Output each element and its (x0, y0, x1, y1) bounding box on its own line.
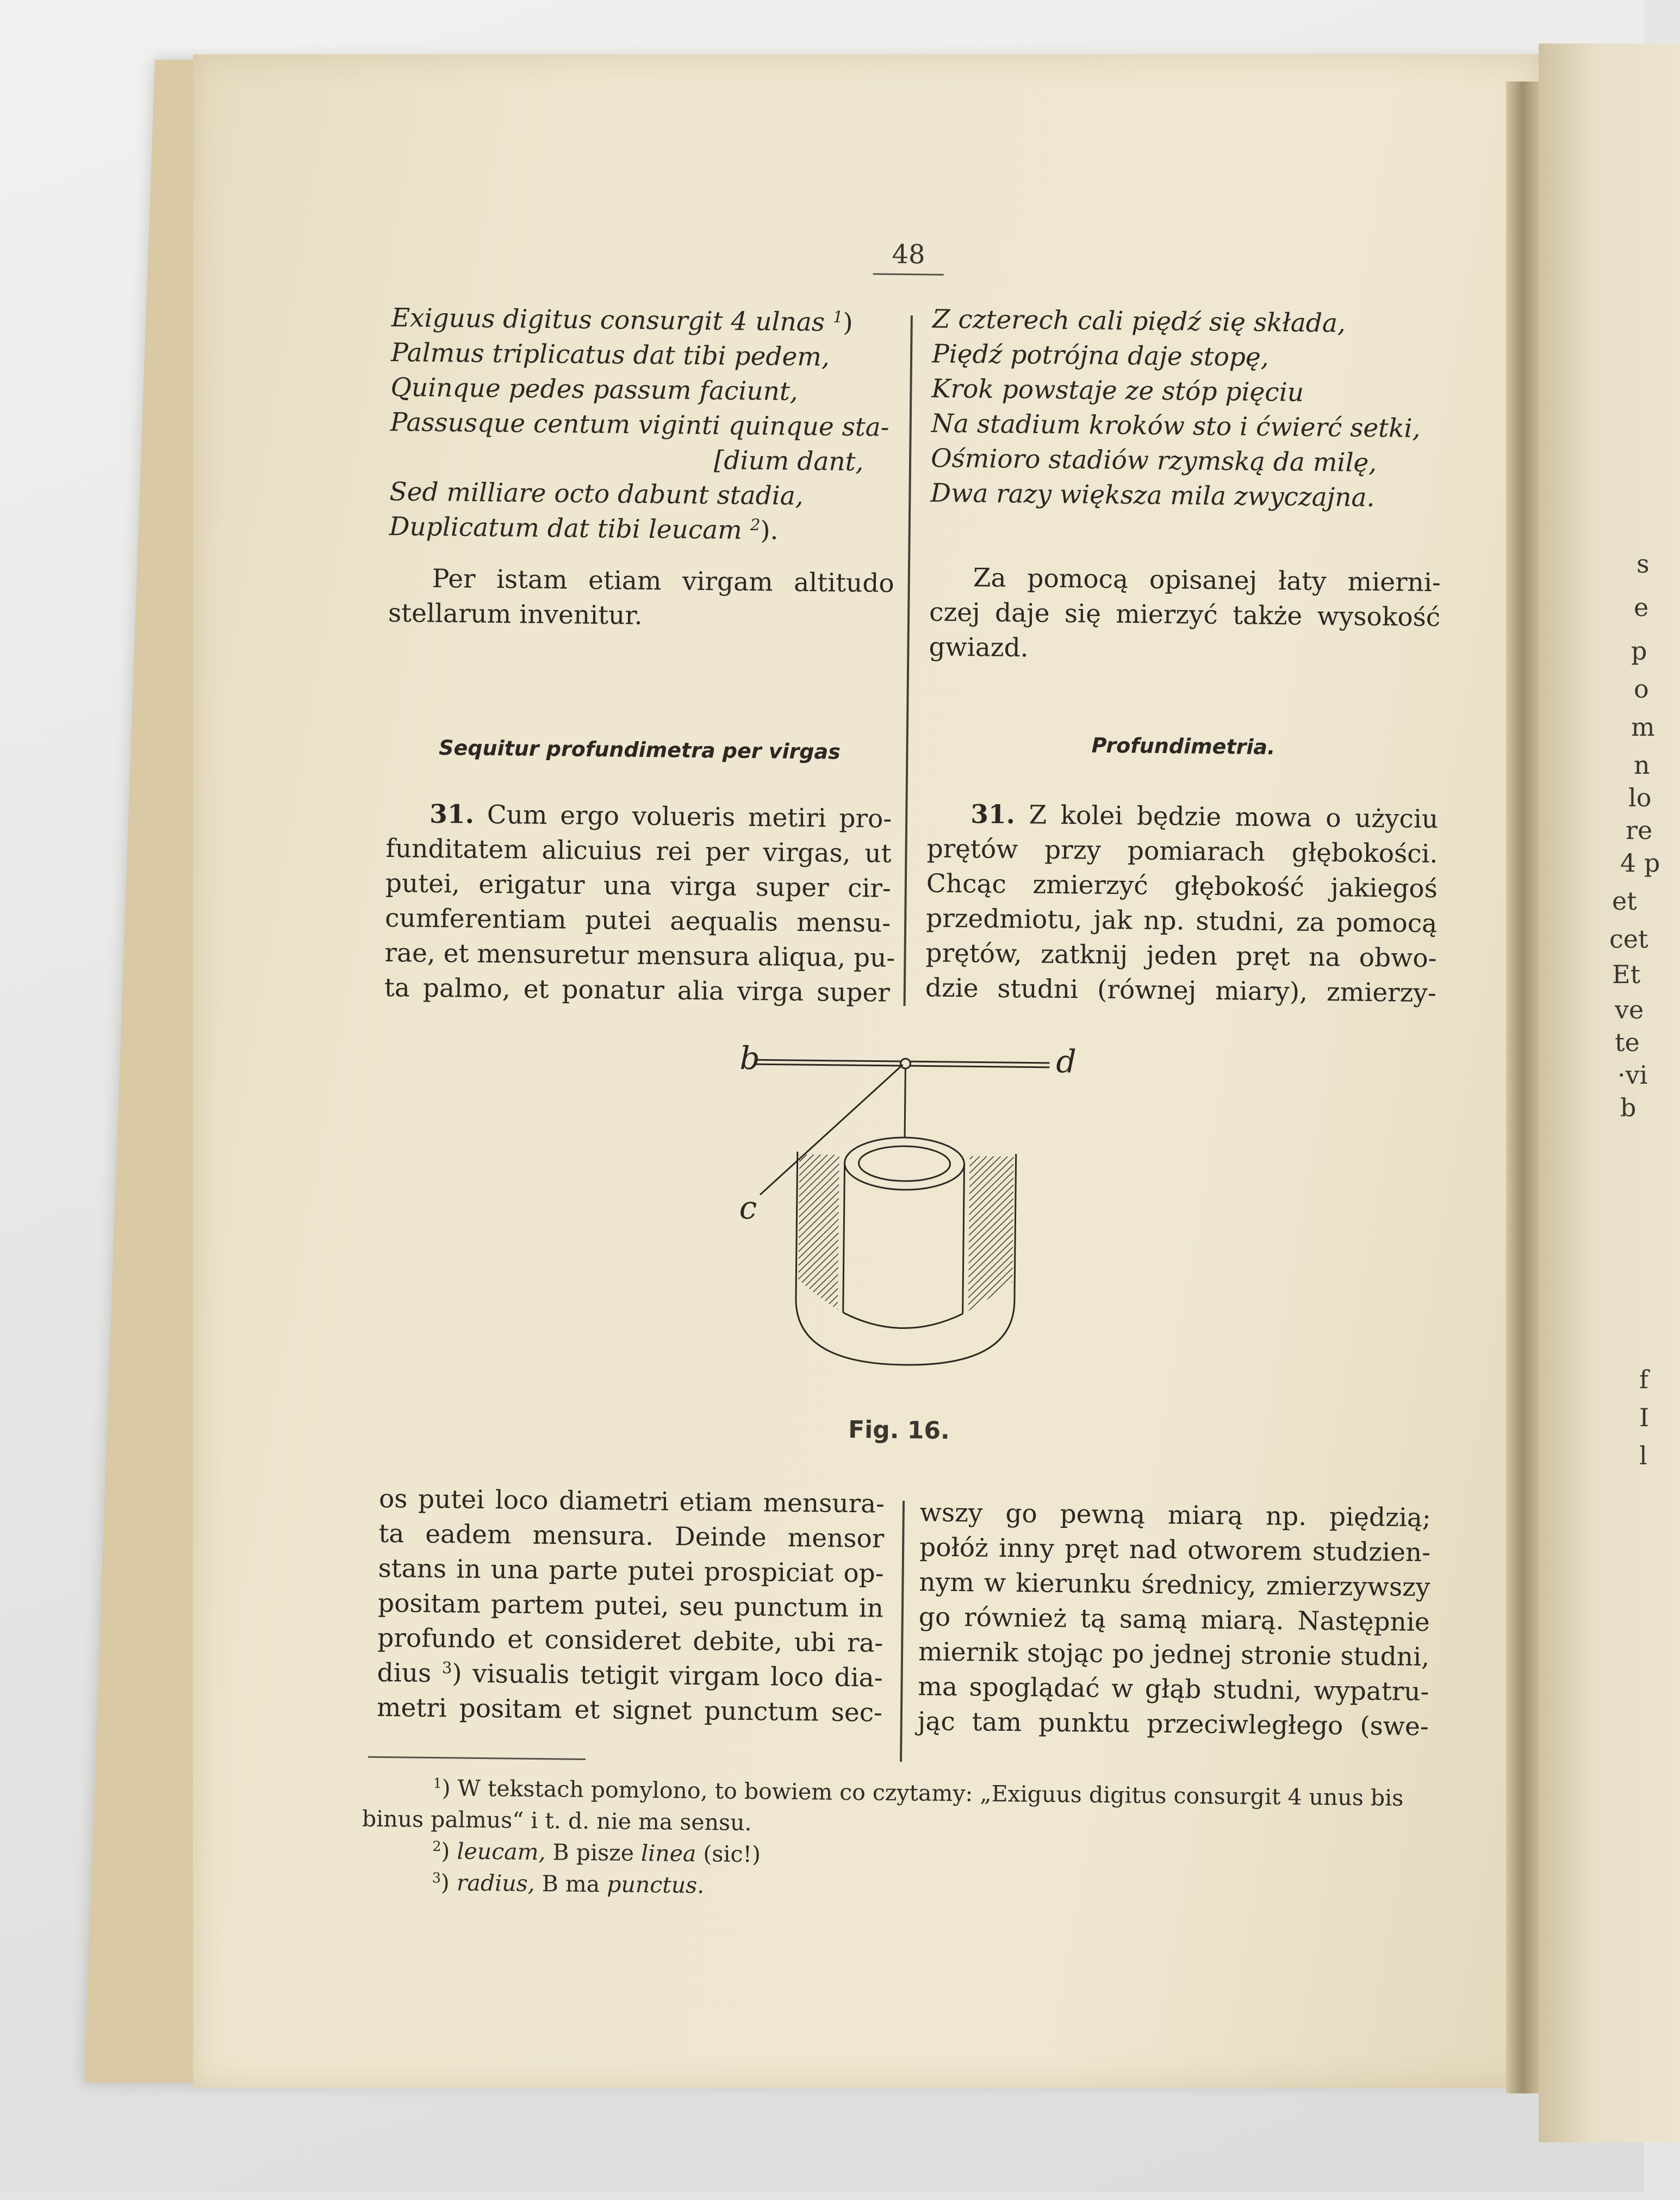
figure-16-well-diagram (720, 1037, 1093, 1394)
verse-line: Krok powstaje ze stóp pięciu (931, 374, 1304, 408)
facing-page-fragment: te (1615, 1028, 1640, 1057)
facing-page-fragment: e (1634, 593, 1649, 622)
section-number: 31. (429, 799, 475, 830)
footnotes (361, 1772, 1444, 1909)
prose-line: jąc tam punktu przeciwległego (swe- (917, 1706, 1429, 1742)
prose-line: czej daje się mierzyć także wysokość (929, 597, 1441, 633)
prose-line: dius $^3$) visualis tetigit virgam loco dia- (377, 1657, 883, 1693)
footnote-1: $^1$) W tekstach pomylono, to bowiem co czytamy: „Exiguus digitus consurgit 4 unus bis (433, 1775, 1404, 1811)
prose-line: Chcąc zmierzyć głębokość jakiegoś (926, 868, 1438, 904)
footnote-ref: 1 (832, 307, 843, 326)
facing-page-fragment: b (1620, 1093, 1637, 1122)
polish-section-heading: Profundimetria. (1091, 733, 1275, 760)
facing-page-fragment: l (1639, 1441, 1647, 1470)
latin-section-heading: Sequitur profundimetra per virgas (438, 736, 841, 764)
polish-continuation (917, 1495, 1431, 1744)
prose-line: ta palmo, et ponatur alia virga super (384, 973, 891, 1008)
facing-page-fragment: et (1612, 886, 1637, 916)
facing-page-fragment: n (1634, 750, 1650, 780)
prose-line: nym w kierunku średnicy, zmierzywszy (919, 1567, 1430, 1603)
facing-page-fragment: ·vi (1617, 1060, 1648, 1090)
facing-page-fragment: cet (1609, 924, 1648, 954)
polish-paragraph-stars (929, 560, 1441, 670)
column-divider-bottom (900, 1501, 905, 1762)
facing-page-fragment: re (1626, 816, 1653, 845)
well-diagram-svg (720, 1037, 1093, 1394)
page-number-rule (873, 273, 944, 275)
figure-caption: Fig. 16. (848, 1415, 950, 1445)
prose-line: połóż inny pręt nad otworem studzien- (919, 1532, 1431, 1568)
verse-line: Na stadium kroków sto i ćwierć setki, (931, 408, 1421, 444)
footnote-1-continued: binus palmus“ i t. d. nie ma sensu. (362, 1805, 752, 1836)
prose-line: miernik stojąc po jednej stronie studni, (918, 1637, 1430, 1673)
verse-line: Piędź potrójna daje stopę, (931, 339, 1270, 372)
prose-line: putei, erigatur una virga super cir- (385, 868, 892, 904)
prose-line: stellarum invenitur. (388, 598, 643, 631)
facing-page-fragment: s (1637, 549, 1650, 579)
pivot-point (900, 1059, 910, 1068)
prose-line: stans in una parte putei prospiciat op- (378, 1553, 884, 1589)
prose-line: Per istam etiam virgam altitudo (432, 563, 894, 599)
section-number: 31. (970, 799, 1016, 830)
polish-verse (930, 302, 1443, 516)
verse-line: Exiguus digitus consurgit 4 ulnas $^1$) (391, 303, 854, 338)
prose-line: rae, et mensuretur mensura aliqua, pu- (384, 938, 895, 973)
column-divider-top (904, 315, 913, 1006)
verse-line: [dium dant, (713, 445, 864, 477)
verse-line: Passusque centum viginti quinque sta- (390, 407, 889, 443)
prose-line: przedmiotu, jak np. studni, za pomocą (925, 903, 1438, 939)
latin-paragraph-stars (388, 561, 894, 636)
footnote-3: $^3$) radius, B ma punctus. (432, 1869, 705, 1899)
facing-page-fragment: o (1634, 674, 1649, 704)
facing-page-fragment: p (1631, 636, 1647, 666)
prose-line: 31. Cum ergo volueris metiri pro- (429, 799, 892, 834)
earth-hatching-right (968, 1156, 1014, 1312)
prose-line: go również tą samą miarą. Następnie (918, 1602, 1430, 1638)
prose-line: funditatem alicuius rei per virgas, ut (385, 834, 892, 869)
verse-line: Duplicatum dat tibi leucam $^2$). (389, 512, 779, 546)
prose-line: cumferentiam putei aequalis mensu- (384, 903, 891, 939)
prose-line: profundo et consideret debite, ubi ra- (377, 1623, 883, 1658)
prose-line: prętów przy pomiarach głębokości. (926, 834, 1438, 869)
prose-line: gwiazd. (929, 632, 1029, 663)
prose-line: positam partem putei, seu punctum in (377, 1588, 884, 1624)
prose-line: dzie studni (równej miary), zmierzy- (925, 973, 1437, 1009)
verse-line: Dwa razy większa mila zwyczajna. (930, 478, 1375, 513)
prose-line: 31. Z kolei będzie mowa o użyciu (970, 799, 1439, 835)
prose-line: ma spoglądać w głąb studni, wypatru- (918, 1671, 1429, 1707)
figure-label-c: c (739, 1189, 757, 1227)
figure-label-b: b (739, 1039, 761, 1077)
facing-page-fragment: 4 p (1620, 848, 1660, 878)
footnote-ref: 2 (750, 515, 761, 535)
prose-line: prętów, zatknij jeden pręt na obwo- (925, 938, 1437, 974)
verse-line: Sed milliare octo dabunt stadia, (389, 477, 804, 512)
figure-label-d: d (1056, 1042, 1077, 1080)
facing-page-fragment: f (1639, 1365, 1649, 1394)
verse-line: Z czterech cali piędź się składa, (932, 304, 1346, 339)
verse-line: Quinque pedes passum faciunt, (390, 372, 799, 407)
latin-section-31 (384, 797, 895, 1011)
polish-section-31 (925, 797, 1439, 1011)
footnote-ref: 3 (441, 1658, 452, 1677)
prose-line: wszy go pewną miarą np. piędzią; (919, 1497, 1432, 1533)
facing-page-fragment: I (1639, 1403, 1650, 1432)
facing-page-fragment: m (1631, 712, 1655, 742)
facing-page-fragment: Et (1612, 960, 1641, 989)
verse-line: Palmus triplicatus dat tibi pedem, (390, 338, 830, 372)
prose-line: metri positam et signet punctum sec- (376, 1692, 883, 1728)
well-cylinder (843, 1137, 965, 1329)
facing-page-fragment: lo (1628, 783, 1652, 812)
verse-line: Ośmioro stadiów rzymską da milę, (930, 443, 1377, 478)
prose-line: os putei loco diametri etiam mensura- (378, 1483, 885, 1519)
latin-verse (389, 301, 897, 550)
latin-continuation (377, 1482, 885, 1731)
footnote-rule (368, 1756, 586, 1760)
facing-page-fragment: ve (1615, 995, 1644, 1024)
page-number: 48 (892, 239, 925, 270)
prose-line: ta eadem mensura. Deinde mensor (378, 1518, 885, 1554)
footnote-2: $^2$) leucam, B pisze linea (sic!) (432, 1838, 761, 1868)
earth-hatching-left (798, 1154, 839, 1310)
prose-line: Za pomocą opisanej łaty mierni- (973, 563, 1441, 598)
